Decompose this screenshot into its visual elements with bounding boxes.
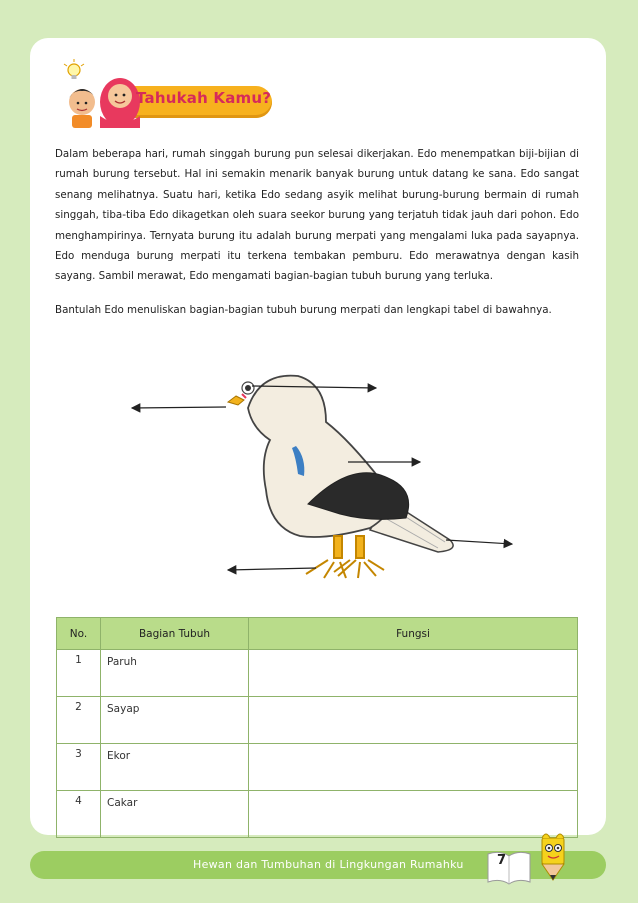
row-part: Ekor [101, 744, 249, 791]
row-function-cell[interactable] [249, 650, 578, 697]
page-number: 7 [497, 853, 507, 868]
pigeon-illustration [120, 350, 520, 585]
row-function-cell[interactable] [249, 697, 578, 744]
table-row [57, 791, 578, 838]
row-number: 3 [57, 744, 101, 791]
footer-book-title: Hewan dan Tumbuhan di Lingkungan Rumahku [193, 858, 464, 871]
header-no: No. [57, 618, 101, 650]
row-part: Sayap [101, 697, 249, 744]
lightbulb-icon [64, 59, 84, 79]
table-row [57, 744, 578, 791]
story-paragraph: Dalam beberapa hari, rumah singgah burung pun selesai dikerjakan. Edo menempatkan biji-bijian di rumah burung tersebut. Hal ini semakin menarik banyak burung untuk datang ke sana. Edo sangat senang melihatnya. Suatu hari, ketika Edo sedang asyik melihat burung-burung bermain di rumah singgah, tiba-tiba Edo dikagetkan oleh suara seekor burung yang terjatuh tidak jauh dari pohon. Edo menghampirinya. Ternyata burung itu adalah burung merpati yang mengalami luka pada sayapnya. Edo menduga burung merpati itu terkena tembakan pemburu. Edo merawatnya dengan kasih sayang. Sambil merawat, Edo mengamati bagian-bagian tubuh burung yang terluka. [55, 148, 579, 283]
table-row [57, 697, 578, 744]
arrow-tail [446, 540, 512, 544]
row-part: Paruh [101, 650, 249, 697]
row-function-cell[interactable] [249, 744, 578, 791]
arrow-feet [228, 568, 316, 570]
badge-title: Tahukah Kamu? [136, 89, 272, 107]
header-part: Bagian Tubuh [101, 618, 249, 650]
row-number: 2 [57, 697, 101, 744]
row-function-cell[interactable] [249, 791, 578, 838]
girl-figure [100, 78, 140, 128]
arrow-beak [132, 407, 226, 408]
row-number: 1 [57, 650, 101, 697]
instruction-paragraph: Bantulah Edo menuliskan bagian-bagian tubuh burung merpati dan lengkapi tabel di bawahnya. [55, 304, 552, 316]
header-function: Fungsi [249, 618, 578, 650]
boy-figure [69, 89, 96, 128]
pigeon-eye [242, 382, 254, 394]
tahukah-kamu-badge [56, 58, 276, 128]
pencil-mascot-icon [536, 830, 572, 886]
open-book-icon [484, 848, 534, 888]
body-parts-table [56, 617, 578, 838]
pigeon-feet [306, 536, 384, 578]
pigeon-beak [228, 396, 244, 405]
kids-illustration [56, 58, 146, 128]
table-header-row [57, 618, 578, 650]
table-row [57, 650, 578, 697]
row-number: 4 [57, 791, 101, 838]
row-part: Cakar [101, 791, 249, 838]
